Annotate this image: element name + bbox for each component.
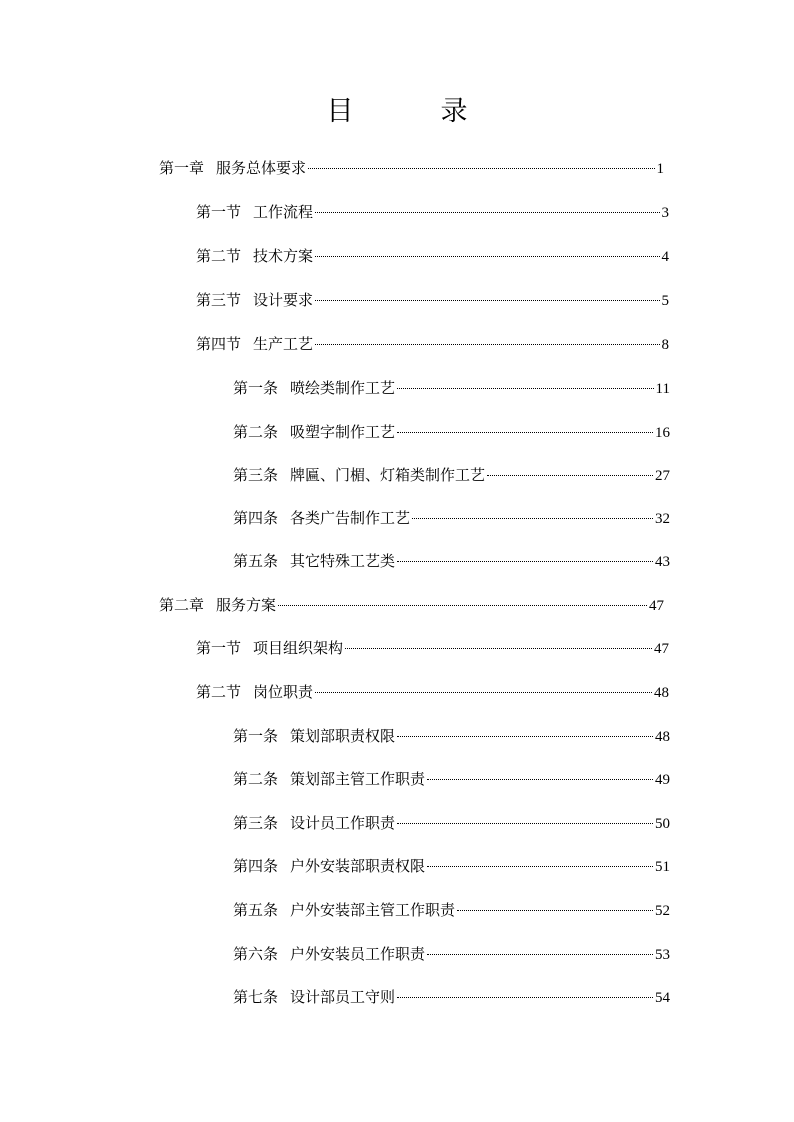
toc-entry-page: 53 <box>655 947 670 963</box>
toc-entry-title: 服务方案 <box>216 596 277 614</box>
toc-entry-number: 第四条 <box>233 857 279 875</box>
toc-entry-number: 第四节 <box>196 335 242 353</box>
toc-entry-number: 第七条 <box>233 988 279 1006</box>
toc-entry-title: 喷绘类制作工艺 <box>290 379 396 397</box>
toc-entry-article[interactable] <box>233 899 670 922</box>
toc-entry-number: 第二章 <box>159 596 205 614</box>
toc-entry-section[interactable] <box>196 637 669 660</box>
dot-leader <box>397 561 653 562</box>
toc-entry-section[interactable] <box>196 245 669 268</box>
toc-entry-page: 27 <box>655 468 670 484</box>
toc-entry-number: 第五条 <box>233 552 279 570</box>
toc-entry-title: 牌匾、门楣、灯箱类制作工艺 <box>290 466 486 484</box>
toc-entry-article[interactable] <box>233 725 670 748</box>
toc-entry-section[interactable] <box>196 289 669 312</box>
toc-entry-number: 第四条 <box>233 509 279 527</box>
toc-entry-number: 第一节 <box>196 639 242 657</box>
dot-leader <box>427 779 653 780</box>
toc-entry-number: 第三条 <box>233 814 279 832</box>
dot-leader <box>457 910 653 911</box>
toc-entry-article[interactable] <box>233 943 670 966</box>
toc-entry-article[interactable] <box>233 768 670 791</box>
dot-leader <box>315 212 659 213</box>
toc-entry-number: 第二条 <box>233 423 279 441</box>
toc-entry-number: 第一节 <box>196 203 242 221</box>
dot-leader <box>315 256 659 257</box>
toc-entry-title: 设计部员工守则 <box>290 988 396 1006</box>
toc-entry-article[interactable] <box>233 855 670 878</box>
dot-leader <box>315 692 652 693</box>
toc-entry-page: 54 <box>655 990 670 1006</box>
dot-leader <box>427 866 653 867</box>
table-of-contents <box>0 150 794 1030</box>
toc-entry-page: 8 <box>661 337 669 353</box>
toc-entry-number: 第六条 <box>233 945 279 963</box>
toc-entry-title: 生产工艺 <box>253 335 314 353</box>
toc-entry-number: 第二节 <box>196 683 242 701</box>
dot-leader <box>487 475 653 476</box>
toc-entry-number: 第一条 <box>233 727 279 745</box>
dot-leader <box>412 518 653 519</box>
toc-entry-number: 第二节 <box>196 247 242 265</box>
toc-entry-title: 服务总体要求 <box>216 159 307 177</box>
toc-entry-page: 4 <box>661 249 669 265</box>
dot-leader <box>427 954 653 955</box>
toc-entry-title: 策划部主管工作职责 <box>290 770 426 788</box>
toc-entry-title: 户外安装员工作职责 <box>290 945 426 963</box>
toc-entry-article[interactable] <box>233 550 670 573</box>
toc-entry-section[interactable] <box>196 201 669 224</box>
toc-entry-title: 技术方案 <box>253 247 314 265</box>
toc-entry-page: 16 <box>655 425 670 441</box>
toc-entry-article[interactable] <box>233 377 670 400</box>
toc-entry-article[interactable] <box>233 507 670 530</box>
toc-entry-page: 5 <box>661 293 669 309</box>
toc-entry-number: 第一条 <box>233 379 279 397</box>
toc-entry-page: 51 <box>655 859 670 875</box>
toc-entry-page: 47 <box>649 598 664 614</box>
toc-entry-title: 设计要求 <box>253 291 314 309</box>
toc-entry-article[interactable] <box>233 421 670 444</box>
toc-entry-number: 第二条 <box>233 770 279 788</box>
toc-entry-title: 工作流程 <box>253 203 314 221</box>
toc-entry-number: 第五条 <box>233 901 279 919</box>
dot-leader <box>397 432 653 433</box>
dot-leader <box>397 997 653 998</box>
dot-leader <box>315 344 659 345</box>
toc-entry-page: 47 <box>654 641 669 657</box>
toc-entry-page: 50 <box>655 816 670 832</box>
dot-leader <box>397 388 654 389</box>
toc-entry-page: 32 <box>655 511 670 527</box>
toc-entry-number: 第三条 <box>233 466 279 484</box>
toc-entry-section[interactable] <box>196 681 669 704</box>
toc-entry-title: 项目组织架构 <box>253 639 344 657</box>
dot-leader <box>308 168 654 169</box>
toc-entry-title: 吸塑字制作工艺 <box>290 423 396 441</box>
toc-entry-page: 43 <box>655 554 670 570</box>
toc-entry-number: 第三节 <box>196 291 242 309</box>
toc-entry-section[interactable] <box>196 333 669 356</box>
dot-leader <box>345 648 652 649</box>
dot-leader <box>397 823 653 824</box>
toc-entry-number: 第一章 <box>159 159 205 177</box>
toc-entry-page: 52 <box>655 903 670 919</box>
toc-entry-title: 岗位职责 <box>253 683 314 701</box>
toc-entry-title: 各类广告制作工艺 <box>290 509 411 527</box>
dot-leader <box>315 300 659 301</box>
toc-entry-title: 策划部职责权限 <box>290 727 396 745</box>
toc-entry-page: 3 <box>661 205 669 221</box>
toc-entry-title: 设计员工作职责 <box>290 814 396 832</box>
toc-entry-page: 49 <box>655 772 670 788</box>
dot-leader <box>278 605 647 606</box>
toc-entry-page: 48 <box>654 685 669 701</box>
dot-leader <box>397 736 653 737</box>
toc-entry-article[interactable] <box>233 812 670 835</box>
toc-entry-chapter[interactable] <box>159 157 664 180</box>
toc-entry-page: 1 <box>656 161 664 177</box>
page-title: 目 录 <box>326 96 498 127</box>
toc-entry-page: 11 <box>655 381 670 397</box>
toc-entry-article[interactable] <box>233 986 670 1009</box>
toc-entry-article[interactable] <box>233 464 670 487</box>
toc-entry-title: 其它特殊工艺类 <box>290 552 396 570</box>
toc-entry-title: 户外安装部职责权限 <box>290 857 426 875</box>
toc-entry-chapter[interactable] <box>159 594 664 617</box>
toc-entry-page: 48 <box>655 729 670 745</box>
toc-entry-title: 户外安装部主管工作职责 <box>290 901 456 919</box>
